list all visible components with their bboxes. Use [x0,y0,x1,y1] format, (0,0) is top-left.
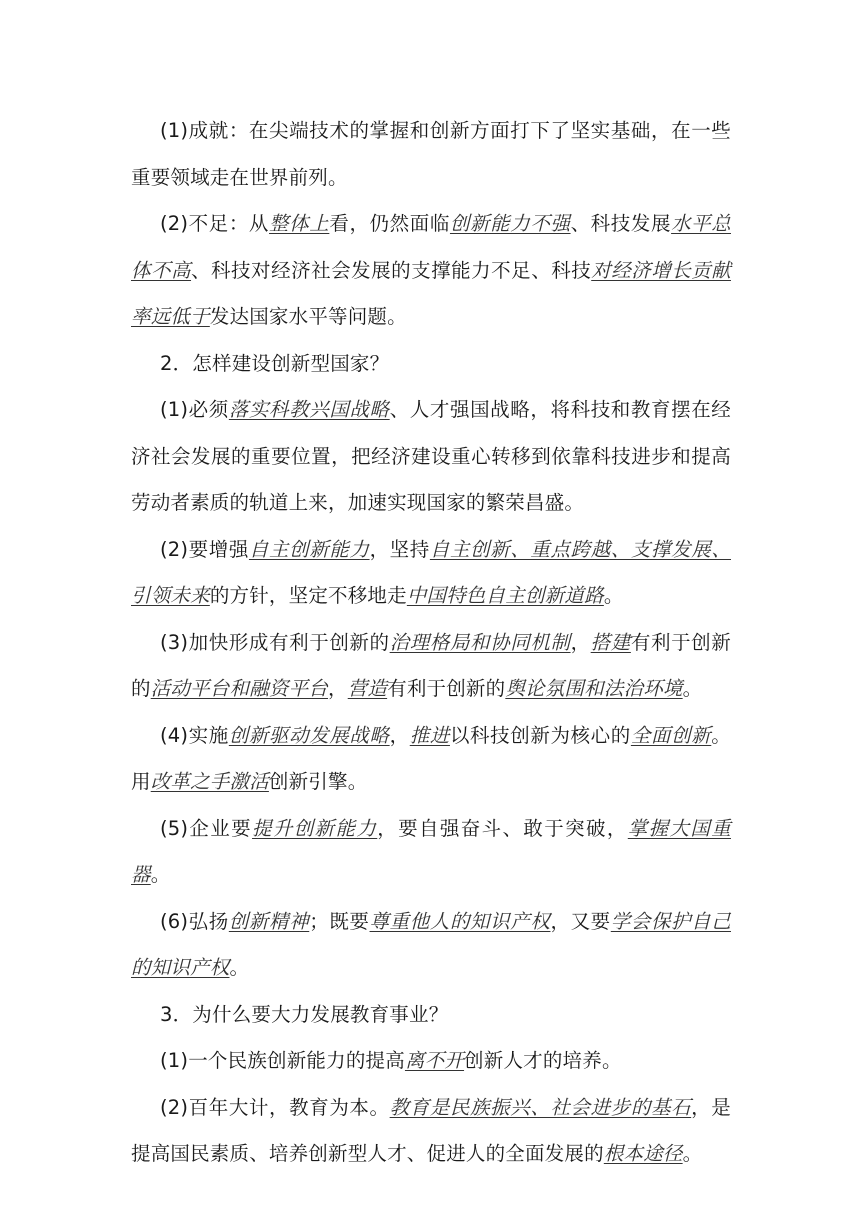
text-run: (2)不足：从 [160,212,270,235]
paragraph [131,899,731,992]
paragraph [131,108,731,201]
paragraph [131,201,731,341]
underlined-key-phrase: 全面创新 [630,723,712,747]
text-run: 。用 [131,723,731,793]
text-run: 有利于创新的 [387,677,506,700]
underlined-key-phrase: 提升创新能力 [252,816,378,840]
paragraph [131,341,731,388]
underlined-key-phrase: 尊重他人的知识产权 [369,909,551,933]
text-run: (3)加快形成有利于创新的 [160,630,390,654]
underlined-key-phrase: 中国特色自主创新道路 [406,584,604,607]
paragraph [131,713,731,806]
text-run: 、人才强国战略，将科技和教育摆在经济社会发展的重要位置，把经济建设重心转移到依靠科技进步和提高劳动者素质的轨道上来，加速实现国家的繁荣昌盛。 [131,398,732,514]
text-run: ，坚持 [369,537,430,561]
text-run: 创新人才的培养。 [464,1049,622,1072]
underlined-key-phrase: 舆论氛围和法治环境 [505,677,683,700]
paragraph [131,527,731,620]
paragraph [131,387,731,527]
underlined-key-phrase: 教育是民族振兴、社会进步的基石 [389,1095,692,1119]
underlined-key-phrase: 推进 [409,723,450,747]
underlined-key-phrase: 活动平台和融资平台 [150,677,329,700]
text-run: 。 [229,956,250,979]
paragraph [131,1038,731,1085]
underlined-key-phrase: 创新能力不强 [449,212,571,235]
text-run: 、科技对经济社会发展的支撑能力不足、科技 [191,258,592,282]
underlined-key-phrase: 离不开 [404,1049,465,1072]
paragraph [131,1085,731,1178]
text-run: ；既要 [309,909,370,933]
text-run: (1)成就：在尖端技术的掌握和创新方面打下了坚实基础，在一些重要领域走在世界前列。 [131,119,731,189]
text-run: 。 [682,677,703,700]
text-run: 创新引擎。 [268,770,368,793]
text-run: ，是提高国民素质、培养创新型人才、促进人的全面发展的 [131,1095,731,1165]
underlined-key-phrase: 自主创新能力 [248,537,370,561]
text-run: (2)百年大计，教育为本。 [160,1095,390,1119]
text-run: 以科技创新为核心的 [449,723,631,747]
text-run: (1)一个民族创新能力的提高 [160,1049,405,1072]
text-run: 发达国家水平等问题。 [209,305,407,328]
text-run: 的方针，坚定不移地走 [209,584,407,607]
text-run: 。 [603,584,624,607]
text-run: ，要自强奋斗、敢于突破， [377,816,628,840]
text-run: 。 [682,1142,703,1165]
underlined-key-phrase: 创新精神 [228,909,310,933]
underlined-key-phrase: 学会保护自己的知识产权 [131,909,731,979]
text-run: ， [570,630,591,654]
underlined-key-phrase: 对经济增长贡献率远低于 [131,258,731,328]
underlined-key-phrase: 落实科教兴国战略 [228,398,390,421]
text-run: 有利于创新的 [131,630,731,700]
text-run: (6)弘扬 [160,909,229,933]
paragraph [131,992,731,1039]
underlined-key-phrase: 根本途径 [603,1142,683,1165]
paragraph [131,806,731,899]
text-run: ，又要 [550,909,611,933]
text-run: 。 [150,863,171,886]
text-run: ， [389,723,410,747]
underlined-key-phrase: 营造 [347,677,388,700]
text-run: 3．为什么要大力发展教育事业？ [160,1002,449,1026]
underlined-key-phrase: 自主创新、重点跨越、支撑发展、引领未来 [131,537,731,607]
underlined-key-phrase: 水平总体不高 [131,212,731,282]
underlined-key-phrase: 搭建 [590,630,631,654]
underlined-key-phrase: 掌握大国重器 [131,816,731,886]
text-run: (4)实施 [160,723,229,747]
paragraph [131,620,731,713]
text-run: 、科技发展 [570,212,672,235]
text-run: (2)要增强 [160,537,249,561]
underlined-key-phrase: 整体上 [269,212,330,235]
text-run: (1)必须 [160,398,229,421]
text-run: (5)企业要 [160,816,253,840]
text-run: 2．怎样建设创新型国家？ [160,351,390,375]
underlined-key-phrase: 治理格局和协同机制 [389,630,571,654]
text-run: ， [328,677,348,700]
underlined-key-phrase: 创新驱动发展战略 [228,723,390,747]
underlined-key-phrase: 改革之手激活 [150,770,269,793]
text-run: 看，仍然面临 [329,212,450,235]
document-body [131,108,731,1178]
